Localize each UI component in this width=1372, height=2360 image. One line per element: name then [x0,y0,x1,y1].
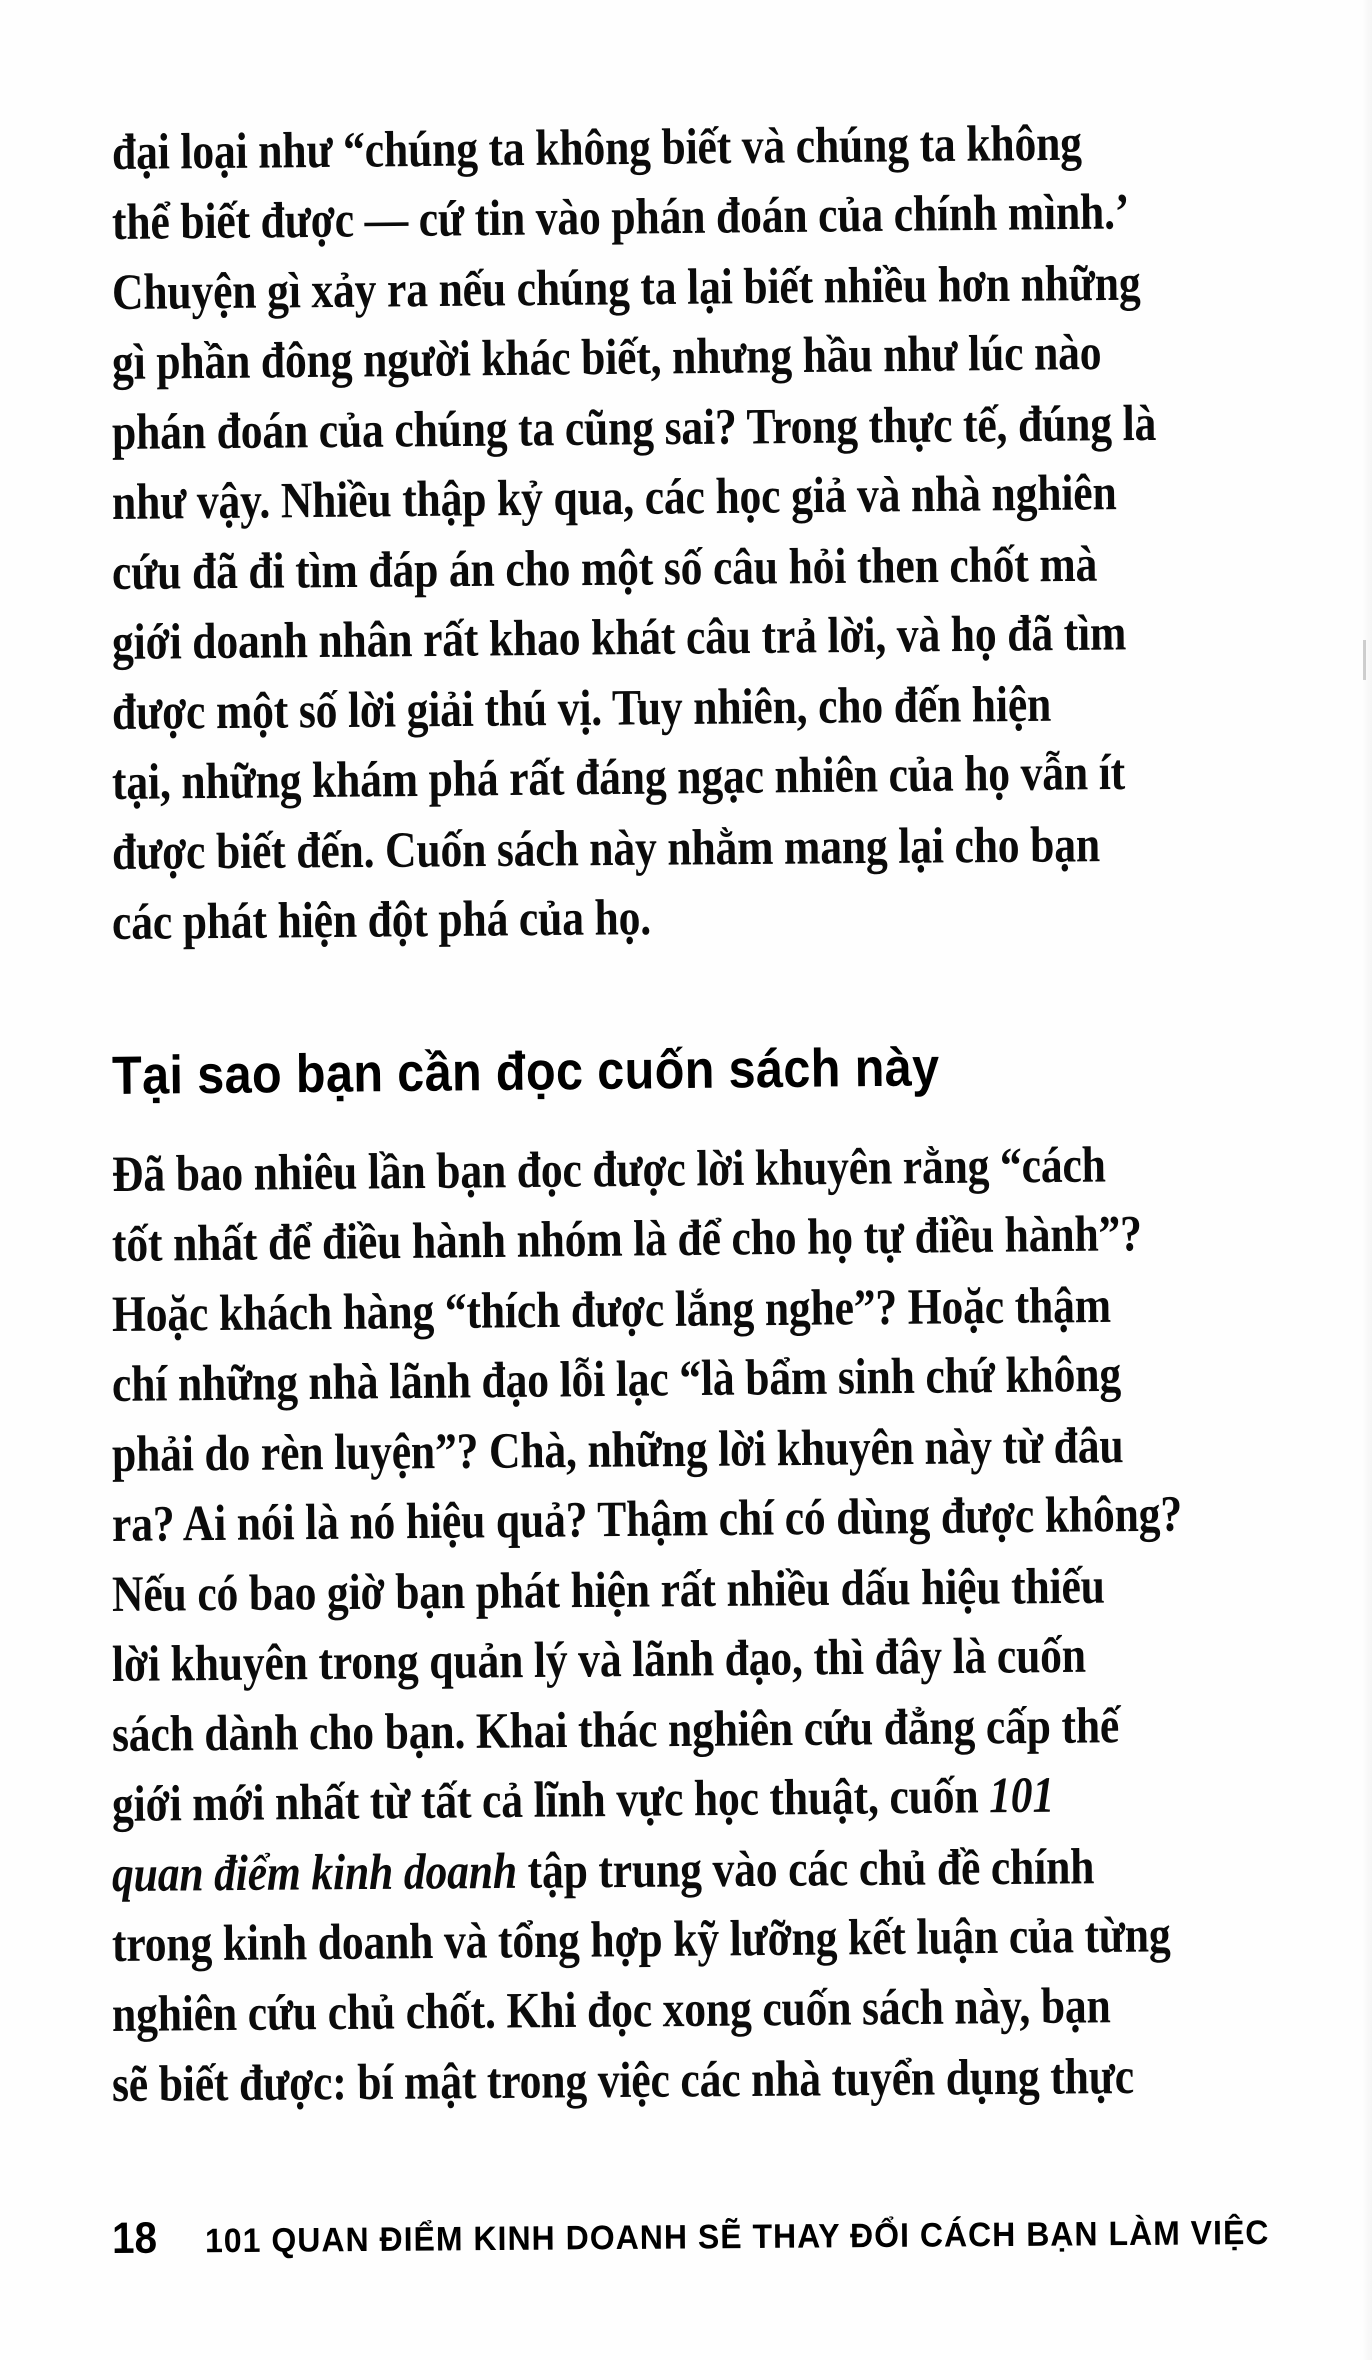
body-line: như vậy. Nhiều thập kỷ qua, các học giả và nhà nghiên [111,465,1117,531]
body-line: sẽ biết được: bí mật trong việc các nhà tuyển dụng thực [111,2048,1135,2113]
body-line: giới doanh nhân rất khao khát câu trả lời, và họ đã tìm [111,605,1127,671]
body-line: chí những nhà lãnh đạo lỗi lạc “là bẩm sinh chứ không [111,1346,1122,1413]
body-line: lời khuyên trong quản lý và lãnh đạo, thì đây là cuốn [111,1627,1087,1693]
running-head: 101 QUAN ĐIỂM KINH DOANH SẼ THAY ĐỔI CÁCH BẠN LÀM VIỆC [204,2213,1270,2261]
spacer [112,958,1272,1044]
scan-edge-shadow [1362,0,1372,2360]
book-title-italic: quan điểm kinh doanh [111,1843,518,1903]
body-line: tốt nhất để điều hành nhóm là để cho họ tự điều hành”? [111,1206,1143,1273]
body-line: trong kinh doanh và tổng hợp kỹ lưỡng kết luận của từng [111,1907,1171,1973]
body-line: các phát hiện đột phá của họ. [111,890,652,951]
paragraph-continuation [111,115,1272,958]
body-line: gì phần đông người khác biết, nhưng hầu như lúc nào [111,324,1102,391]
body-line: tại, những khám phá rất đáng ngạc nhiên của họ vẫn ít [111,744,1126,811]
body-line: đại loại như “chúng ta không biết và chúng ta không [111,115,1083,181]
body-line: ra? Ai nói là nó hiệu quả? Thậm chí có dùng được không? [111,1486,1183,1553]
paragraph-why-read [111,1137,1272,2120]
body-line: cứu đã đi tìm đáp án cho một số câu hỏi then chốt mà [111,536,1098,601]
body-text: giới mới nhất từ tất cả lĩnh vực học thuật, cuốn [111,1768,990,1833]
body-line: Chuyện gì xảy ra nếu chúng ta lại biết nhiều hơn những [111,255,1141,321]
body-text: tập trung vào các chủ đề chính [516,1839,1095,1900]
body-line: thể biết được — cứ tin vào phán đoán của chính mình.’ [111,184,1130,251]
body-line: được một số lời giải thú vị. Tuy nhiên, cho đến hiện [111,676,1052,741]
body-line: được biết đến. Cuốn sách này nhằm mang lại cho bạn [111,817,1101,881]
page-content [111,115,1272,2120]
body-line: Đã bao nhiêu lần bạn đọc được lời khuyên rằng “cách [111,1137,1107,1203]
body-line-with-title-end [112,1831,1273,1910]
page-footer [112,2205,1272,2264]
scan-edge-mark [1363,640,1366,680]
body-line: phải do rèn luyện”? Chà, những lời khuyên này từ đâu [111,1418,1124,1483]
body-line: sách dành cho bạn. Khai thác nghiên cứu đẳng cấp thế [111,1698,1120,1763]
page-number: 18 [111,2213,158,2263]
body-line: Nếu có bao giờ bạn phát hiện rất nhiều dấu hiệu thiếu [111,1558,1105,1623]
body-line: nghiên cứu chủ chốt. Khi đọc xong cuốn sách này, bạn [111,1978,1111,2043]
book-title-italic: 101 [988,1767,1055,1825]
body-line: Hoặc khách hàng “thích được lắng nghe”? Hoặc thậm [111,1277,1112,1343]
body-line-with-title-start [112,1758,1273,1840]
section-heading: Tại sao bạn cần đọc cuốn sách này [111,1037,940,1106]
body-line: phán đoán của chúng ta cũng sai? Trong thực tế, đúng là [111,395,1157,461]
